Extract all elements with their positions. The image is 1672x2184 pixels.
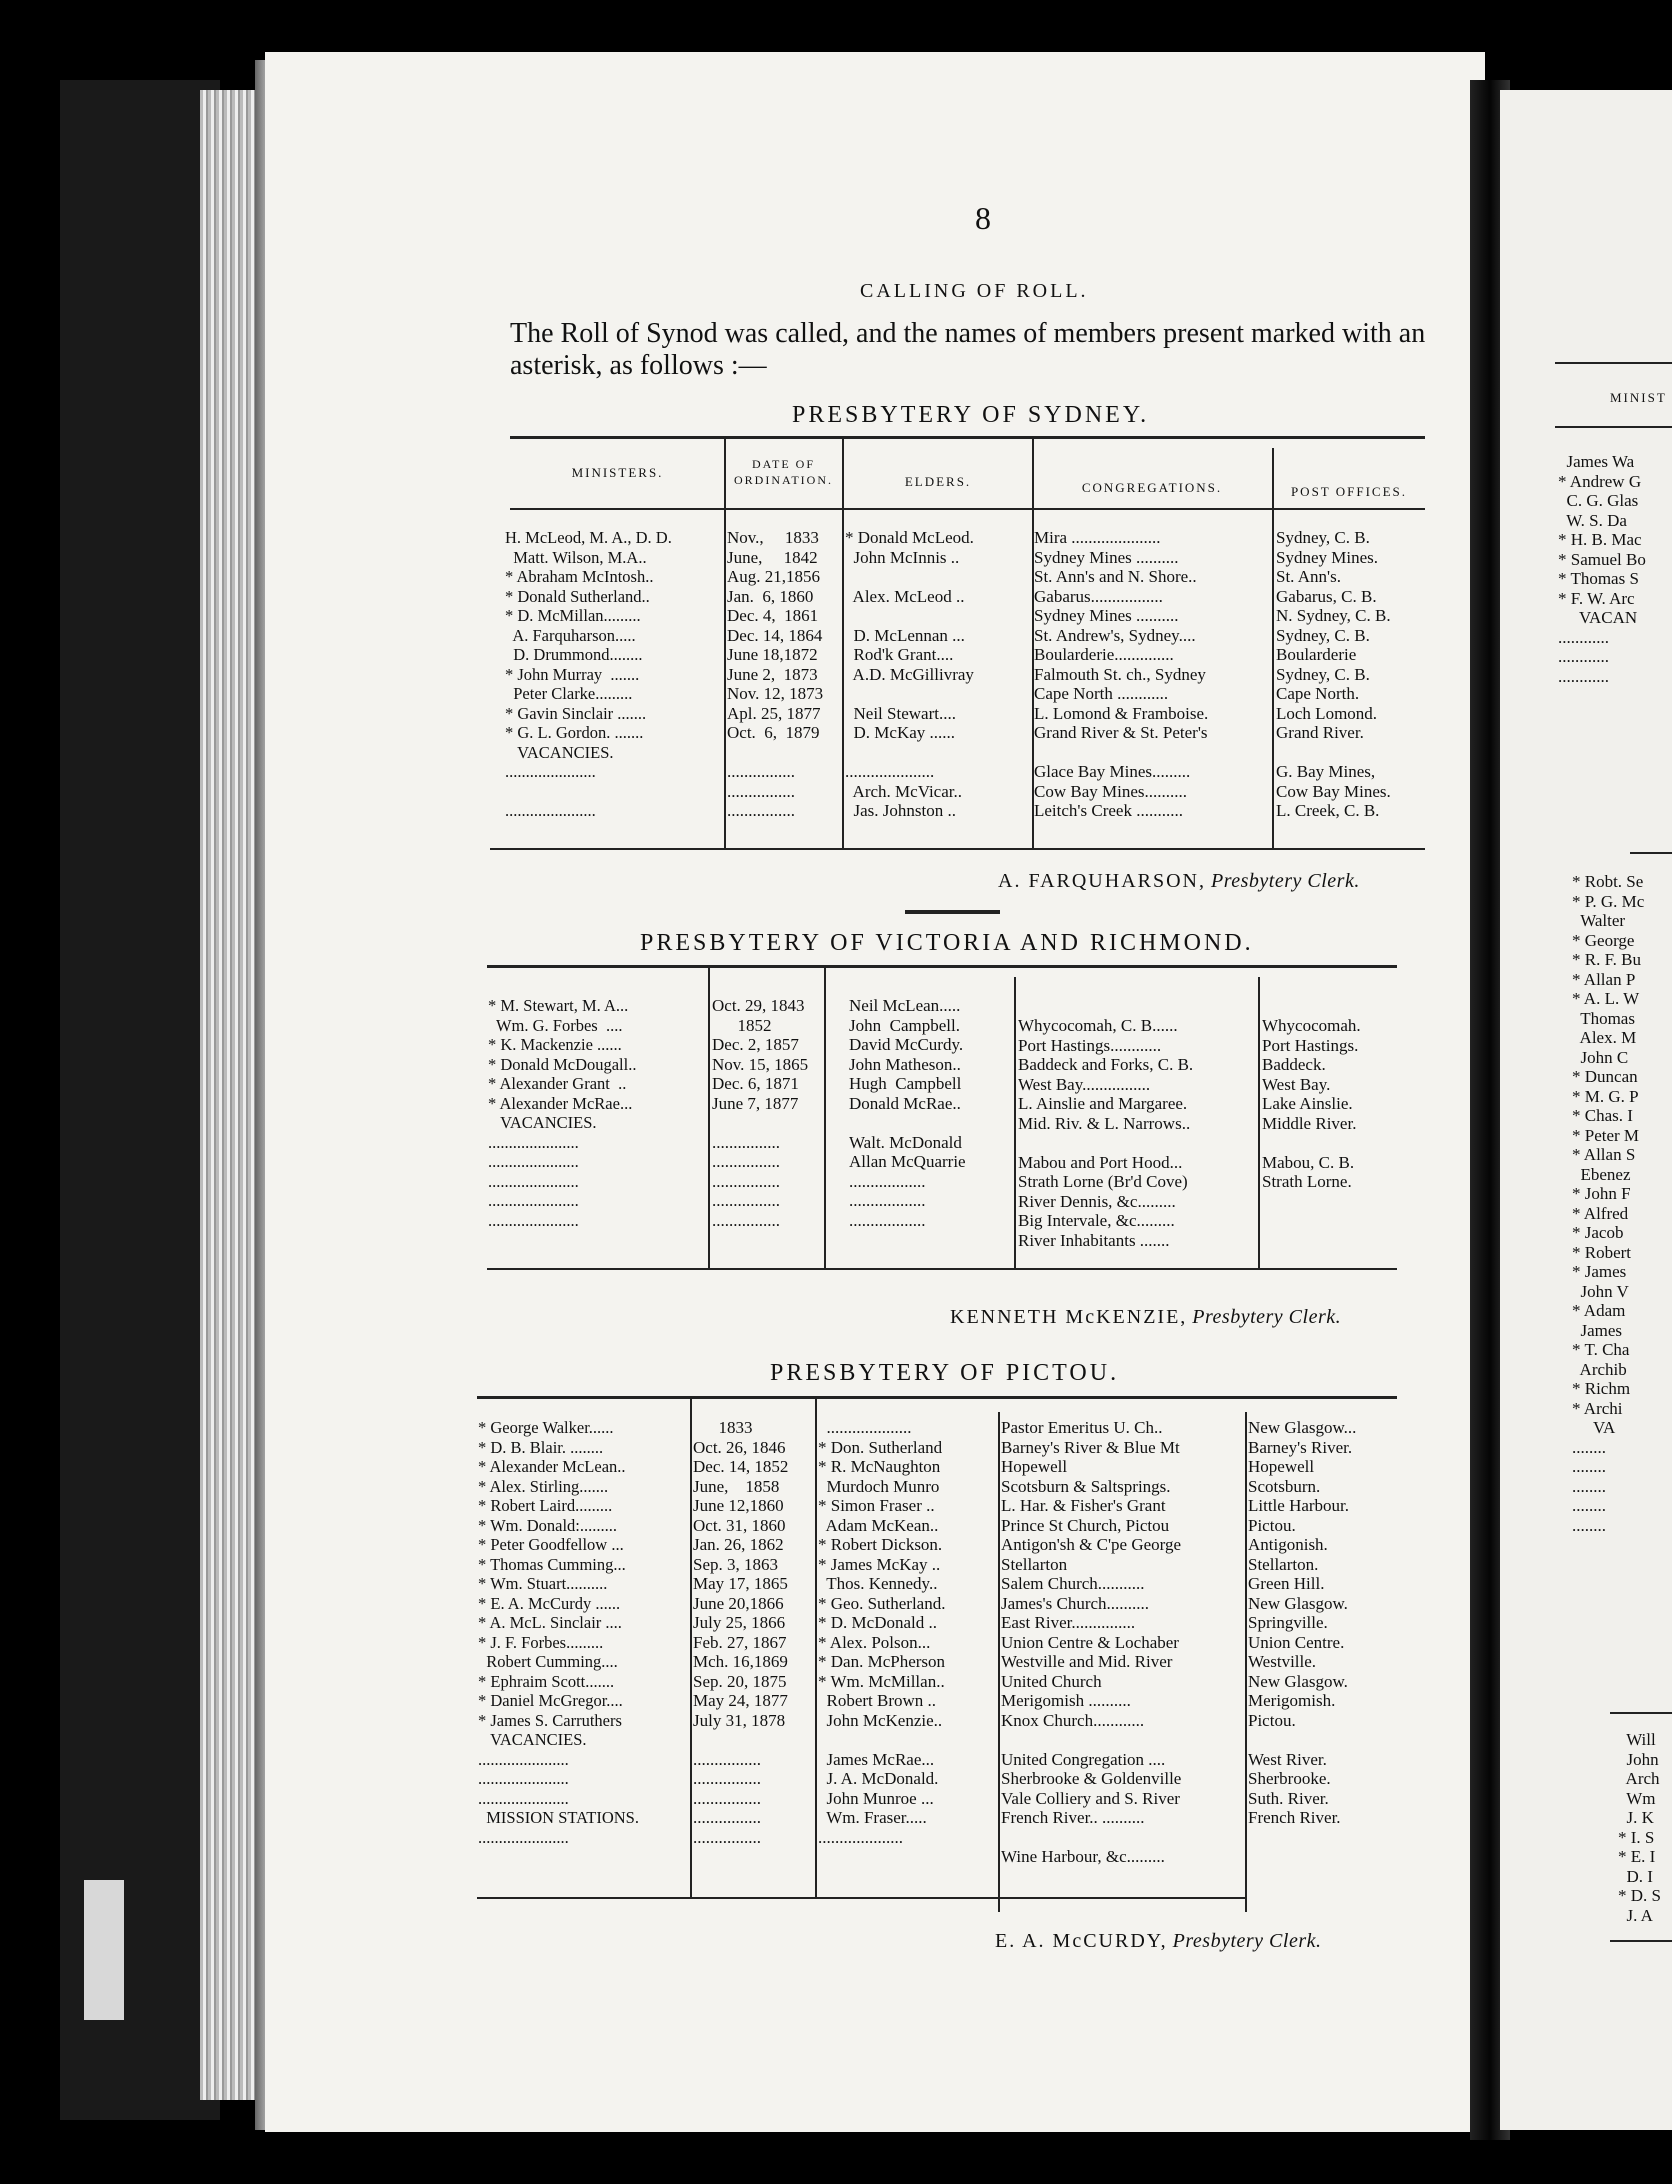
header-ministers: MINISTERS. bbox=[571, 465, 664, 480]
sydney-ministers: H. McLeod, M. A., D. D. Matt. Wilson, M.A.. * Abraham McIntosh.. * Donald Sutherland.. * D. McMillan......... A. Farquharson..... D. Drummond........ * John Murray ....... Peter Clarke......... * Gavin Sinclair ....... * G. L. Gordon. ....... VACANCIES. ...................... ...................... bbox=[505, 528, 672, 820]
sydney-clerk-name: A. FARQUHARSON, bbox=[998, 870, 1206, 892]
victoria-vline-3 bbox=[1014, 977, 1016, 1268]
section-heading: CALLING OF ROLL. bbox=[860, 280, 1089, 302]
victoria-congregations: Whycocomah, C. B...... Port Hastings............ Baddeck and Forks, C. B. West Bay................ L. Ainslie and Margaree. Mid. Riv. & L. Narrows.. Mabou and Port Hood... Strath Lorne (Br'd Cove) River Dennis, &c......... Big Intervale, &c......... River Inhabitants ....... bbox=[1018, 1016, 1194, 1250]
sydney-vline-1 bbox=[724, 438, 726, 848]
victoria-ministers: * M. Stewart, M. A... Wm. G. Forbes .... * K. Mackenzie ...... * Donald McDougall.. * Alexander Grant .. * Alexander McRae... VACANCIES. ...................... ...................... ...................... ...................... ...................... bbox=[488, 996, 637, 1230]
pictou-vline-4 bbox=[1245, 1412, 1247, 1912]
victoria-clerk-role: Presbytery Clerk. bbox=[1192, 1306, 1342, 1328]
sydney-clerk bbox=[998, 870, 1360, 893]
pictou-ministers: * George Walker...... * D. B. Blair. ........ * Alexander McLean.. * Alex. Stirling....... * Robert Laird......... * Wm. Donald:......... * Peter Goodfellow ... * Thomas Cumming... * Wm. Stuart.......... * E. A. McCurdy ...... * A. McL. Sinclair .... * J. F. Forbes......... Robert Cumming.... * Ephraim Scott....... * Daniel McGregor.... * James S. Carruthers VACANCIES. ...................... ...................... ...................... MISSION STATIONS. ...................... bbox=[478, 1418, 639, 1847]
right-block-3: Will John Arch Wm J. K * I. S * E. I D. I * D. S J. A bbox=[1618, 1730, 1661, 1925]
pictou-elders: .................... * Don. Sutherland * R. McNaughton Murdoch Munro * Simon Fraser .. Adam McKean.. * Robert Dickson. * James McKay .. Thos. Kennedy.. * Geo. Sutherland. * D. McDonald .. * Alex. Polson... * Dan. McPherson * Wm. McMillan.. Robert Brown .. John McKenzie.. James McRae... J. A. McDonald. John Munroe ... Wm. Fraser..... .................... bbox=[818, 1418, 946, 1847]
sydney-elders: * Donald McLeod. John McInnis .. Alex. McLeod .. D. McLennan ... Rod'k Grant.... A.D. McGillivray Neil Stewart.... D. McKay ...... ..................... Arch. McVicar.. Jas. Johnston .. bbox=[845, 528, 974, 820]
pictou-dates: 1833 Oct. 26, 1846 Dec. 14, 1852 June, 1858 June 12,1860 Oct. 31, 1860 Jan. 26, 1862 Sep. 3, 1863 May 17, 1865 June 20,1866 July 25, 1866 Feb. 27, 1867 Mch. 16,1869 Sep. 20, 1875 May 24, 1877 July 31, 1878 ................ ................ ................ ................ ................ bbox=[693, 1418, 789, 1847]
pictou-rule-bottom bbox=[477, 1897, 1247, 1899]
sydney-rule-top bbox=[510, 436, 1425, 439]
sydney-vline-4 bbox=[1272, 448, 1274, 848]
pictou-clerk-name: E. A. McCURDY, bbox=[995, 1930, 1168, 1952]
sydney-separator bbox=[905, 910, 1000, 914]
victoria-vline-2 bbox=[824, 967, 826, 1268]
victoria-rule-top bbox=[487, 965, 1397, 968]
pictou-rule-top bbox=[477, 1396, 1397, 1399]
victoria-vline-4 bbox=[1258, 977, 1260, 1268]
pictou-vline-1 bbox=[690, 1398, 692, 1897]
intro-text: The Roll of Synod was called, and the names of members present marked with an asterisk, as follows :— bbox=[510, 318, 1426, 381]
victoria-vline-1 bbox=[708, 967, 710, 1268]
pictou-vline-2 bbox=[815, 1398, 817, 1897]
header-post-offices: POST OFFICES. bbox=[1290, 484, 1408, 499]
victoria-clerk bbox=[950, 1306, 1341, 1329]
page-number: 8 bbox=[975, 200, 991, 236]
right-rule-mid bbox=[1630, 852, 1672, 854]
right-rule-header bbox=[1555, 426, 1672, 428]
victoria-post-offices: Whycocomah. Port Hastings. Baddeck. West Bay. Lake Ainslie. Middle River. Mabou, C. B. Strath Lorne. bbox=[1262, 1016, 1361, 1191]
page-stack-edge bbox=[200, 90, 260, 2100]
sydney-congregations: Mira ..................... Sydney Mines .......... St. Ann's and N. Shore.. Gabarus................. Sydney Mines .......... St. Andrew's, Sydney.... Boularderie.............. Falmouth St. ch., Sydney Cape North ............ L. Lomond & Framboise. Grand River & St. Peter's Glace Bay Mines......... Cow Bay Mines.......... Leitch's Creek ........... bbox=[1034, 528, 1209, 820]
header-elders: ELDERS. bbox=[904, 474, 972, 489]
sydney-clerk-role: Presbytery Clerk. bbox=[1211, 870, 1360, 892]
victoria-rule-bottom bbox=[487, 1268, 1397, 1270]
sydney-title: PRESBYTERY OF SYDNEY. bbox=[792, 402, 1150, 428]
victoria-dates: Oct. 29, 1843 1852 Dec. 2, 1857 Nov. 15, 1865 Dec. 6, 1871 June 7, 1877 ................ ................ ................ ................ ................ bbox=[712, 996, 809, 1230]
victoria-elders: Neil McLean..... John Campbell. David McCurdy. John Matheson.. Hugh Campbell Donald McRae.. Walt. McDonald Allan McQuarrie .................. .................. .................. bbox=[849, 996, 966, 1230]
pictou-title: PRESBYTERY OF PICTOU. bbox=[770, 1360, 1120, 1386]
pictou-clerk-role: Presbytery Clerk. bbox=[1172, 1930, 1322, 1952]
pictou-clerk bbox=[995, 1930, 1321, 1953]
right-rule-bottom bbox=[1610, 1940, 1672, 1942]
sydney-rule-header bbox=[510, 508, 1425, 510]
sydney-vline-2 bbox=[842, 438, 844, 848]
victoria-clerk-name: KENNETH McKENZIE, bbox=[950, 1306, 1188, 1328]
sydney-rule-bottom bbox=[490, 848, 1425, 850]
paper-tab bbox=[84, 1880, 124, 2020]
right-rule-lower bbox=[1610, 1712, 1672, 1714]
book-cover-edge bbox=[60, 80, 220, 2120]
pictou-vline-3 bbox=[998, 1412, 1000, 1912]
header-congregations: CONGREGATIONS. bbox=[1081, 480, 1223, 495]
right-header: MINIST bbox=[1610, 390, 1667, 405]
right-block-2: * Robt. Se * P. G. Mc Walter * George * R. F. Bu * Allan P * A. L. W Thomas Alex. M John C * Duncan * M. G. P * Chas. I * Peter M * Allan S Ebenez * John F * Alfred * Jacob * Robert * James John V * Adam James * T. Cha Archib * Richm * Archi VA ........ ........ ........ ........ ........ bbox=[1572, 872, 1645, 1535]
sydney-dates: Nov., 1833 June, 1842 Aug. 21,1856 Jan. 6, 1860 Dec. 4, 1861 Dec. 14, 1864 June 18,1872 June 2, 1873 Nov. 12, 1873 Apl. 25, 1877 Oct. 6, 1879 ................ ................ ................ bbox=[727, 528, 824, 820]
pictou-post-offices: New Glasgow... Barney's River. Hopewell Scotsburn. Little Harbour. Pictou. Antigonish. Stellarton. Green Hill. New Glasgow. Springville. Union Centre. Westville. New Glasgow. Merigomish. Pictou. West River. Sherbrooke. Suth. River. French River. bbox=[1248, 1418, 1357, 1827]
right-page bbox=[1500, 90, 1672, 2130]
pictou-congregations: Pastor Emeritus U. Ch.. Barney's River & Blue Mt Hopewell Scotsburn & Saltsprings. L. Har. & Fisher's Grant Prince St Church, Pictou Antigon'sh & C'pe George Stellarton Salem Church........... James's Church.......... East River............... Union Centre & Lochaber Westville and Mid. River United Church Merigomish .......... Knox Church............ United Congregation .... Sherbrooke & Goldenville Vale Colliery and S. River French River.. .......... Wine Harbour, &c......... bbox=[1001, 1418, 1182, 1866]
right-block-1: James Wa * Andrew G C. G. Glas W. S. Da * H. B. Mac * Samuel Bo * Thomas S * F. W. Arc VACAN ............ ............ ............ bbox=[1558, 452, 1646, 686]
header-date: DATE OF ORDINATION. bbox=[734, 457, 833, 487]
right-rule-top bbox=[1555, 362, 1672, 364]
victoria-title: PRESBYTERY OF VICTORIA AND RICHMOND. bbox=[640, 930, 1254, 956]
sydney-post-offices: Sydney, C. B. Sydney Mines. St. Ann's. Gabarus, C. B. N. Sydney, C. B. Sydney, C. B. Boularderie Sydney, C. B. Cape North. Loch Lomond. Grand River. G. Bay Mines, Cow Bay Mines. L. Creek, C. B. bbox=[1276, 528, 1391, 820]
